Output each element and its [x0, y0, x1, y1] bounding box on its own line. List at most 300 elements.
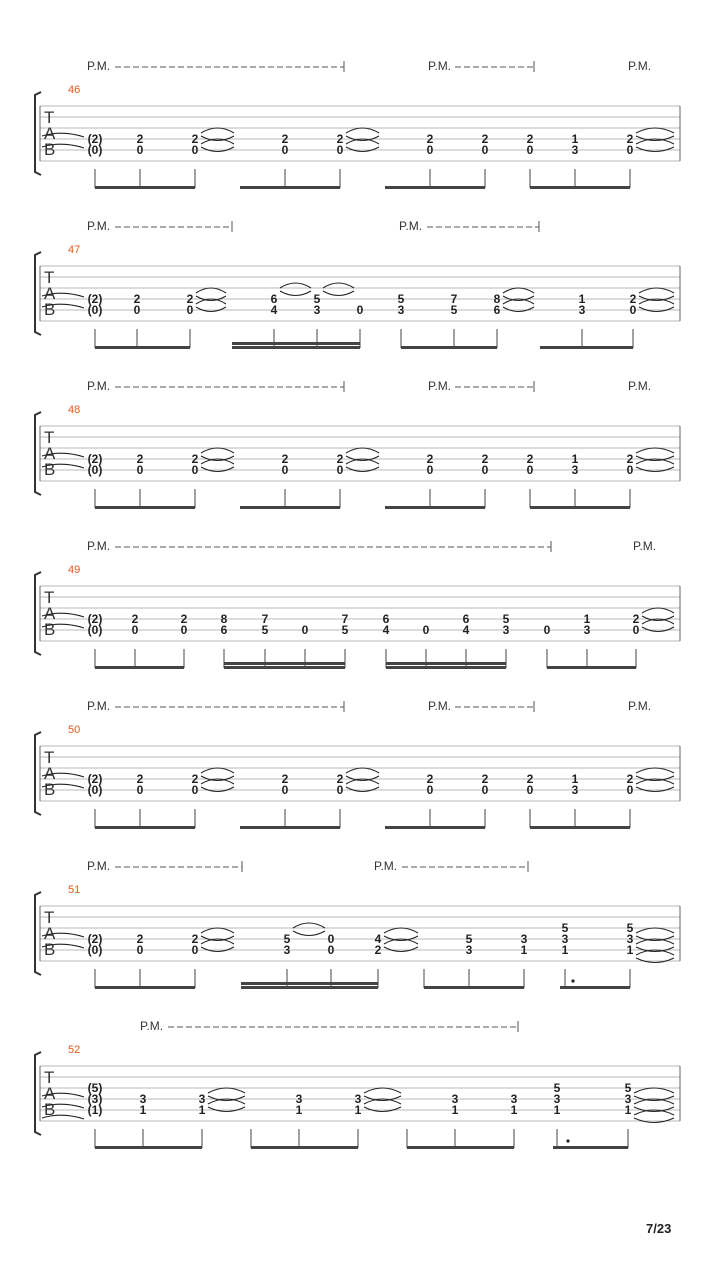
tie-curve: [201, 776, 234, 781]
note-beam: [241, 982, 378, 985]
fret-number: 0: [481, 463, 489, 477]
page-number: 7/23: [646, 1221, 672, 1236]
fret-number: 2: [336, 772, 344, 786]
fret-number: 0: [626, 143, 634, 157]
fret-number: 2: [191, 932, 199, 946]
palm-mute-label: P.M.: [87, 539, 111, 553]
fret-number: (2): [87, 292, 103, 306]
note-beam: [385, 506, 485, 509]
tie-curve: [208, 1088, 245, 1093]
tie-curve: [196, 307, 226, 312]
tie-curve: [636, 779, 674, 784]
fret-number: 0: [191, 783, 199, 797]
note-beam: [95, 346, 190, 349]
fret-number: 0: [281, 783, 289, 797]
measure-number: 48: [68, 404, 81, 416]
fret-number: 1: [626, 943, 634, 957]
tie-curve: [208, 1099, 245, 1104]
fret-number: 2: [136, 932, 144, 946]
tie-curve: [201, 448, 234, 453]
note-beam: [241, 986, 378, 989]
fret-number: 5: [397, 292, 405, 306]
tie-curve: [201, 128, 234, 133]
measure-number: 46: [68, 84, 81, 96]
tie-curve: [196, 288, 226, 293]
tie-curve: [636, 456, 674, 461]
tie-curve: [346, 459, 379, 464]
tie-curve: [636, 928, 674, 933]
fret-number: 5: [553, 1081, 561, 1095]
fret-number: 0: [632, 623, 640, 637]
fret-number: 2: [626, 132, 634, 146]
tab-clef-letter-b: B: [44, 940, 56, 959]
fret-number: 1: [451, 1103, 459, 1117]
fret-number: 0: [327, 932, 335, 946]
fret-number: 2: [481, 772, 489, 786]
fret-number: 2: [336, 452, 344, 466]
fret-number: 2: [281, 772, 289, 786]
fret-number: 3: [583, 623, 591, 637]
tie-curve: [384, 928, 418, 933]
fret-number: 0: [426, 143, 434, 157]
fret-number: 2: [133, 292, 141, 306]
measure-number: 50: [68, 724, 81, 736]
tie-curve: [280, 283, 311, 288]
note-beam: [385, 186, 485, 189]
palm-mute-label: P.M.: [399, 219, 423, 233]
fret-number: 2: [180, 612, 188, 626]
fret-number: (0): [87, 943, 103, 957]
palm-mute-label: P.M.: [374, 859, 398, 873]
note-beam: [547, 666, 636, 669]
fret-number: (0): [87, 463, 103, 477]
fret-number: 3: [397, 303, 405, 317]
tie-curve: [384, 936, 418, 941]
tab-clef-letter-t: T: [44, 428, 55, 447]
fret-number: 1: [198, 1103, 206, 1117]
fret-number: (0): [87, 143, 103, 157]
tie-curve: [642, 627, 674, 632]
tie-curve: [201, 779, 234, 784]
fret-number: 7: [341, 612, 349, 626]
palm-mute-label: P.M.: [87, 379, 111, 393]
tie-curve: [201, 467, 234, 472]
tie-curve: [201, 459, 234, 464]
tie-curve: [346, 448, 379, 453]
note-beam: [232, 346, 360, 349]
note-beam: [232, 342, 360, 345]
fret-number: 2: [626, 772, 634, 786]
fret-number: 5: [283, 932, 291, 946]
fret-number: 1: [295, 1103, 303, 1117]
tie-curve: [323, 291, 354, 296]
tie-curve: [636, 136, 674, 141]
fret-number: 3: [295, 1092, 303, 1106]
fret-number: 1: [583, 612, 591, 626]
tie-curve: [346, 456, 379, 461]
tie-curve: [196, 299, 226, 304]
note-beam: [95, 506, 195, 509]
fret-number: 0: [301, 623, 309, 637]
fret-number: 3: [465, 943, 473, 957]
tie-curve: [201, 936, 234, 941]
tie-curve: [634, 1110, 674, 1115]
tie-curve: [642, 616, 674, 621]
fret-number: 5: [465, 932, 473, 946]
fret-number: 0: [481, 143, 489, 157]
note-beam: [407, 1146, 514, 1149]
fret-number: 3: [561, 932, 569, 946]
tie-curve: [636, 776, 674, 781]
fret-number: 1: [553, 1103, 561, 1117]
palm-mute-label: P.M.: [87, 699, 111, 713]
fret-number: 0: [336, 143, 344, 157]
fret-number: 0: [336, 783, 344, 797]
fret-number: 0: [426, 463, 434, 477]
fret-number: 3: [283, 943, 291, 957]
tie-curve: [636, 147, 674, 152]
tie-curve: [364, 1096, 401, 1101]
fret-number: 0: [629, 303, 637, 317]
tab-clef-letter-a: A: [44, 284, 56, 303]
fret-number: 0: [526, 463, 534, 477]
palm-mute-label: P.M.: [628, 699, 652, 713]
measure-number: 52: [68, 1044, 81, 1056]
fret-number: 2: [191, 772, 199, 786]
fret-number: 4: [382, 623, 390, 637]
fret-number: 4: [462, 623, 470, 637]
tie-curve: [346, 776, 379, 781]
fret-number: 0: [136, 463, 144, 477]
tie-curve: [636, 947, 674, 952]
fret-number: 0: [191, 143, 199, 157]
tie-curve: [636, 448, 674, 453]
fret-number: 3: [553, 1092, 561, 1106]
tie-curve: [364, 1088, 401, 1093]
tab-clef-letter-a: A: [44, 764, 56, 783]
fret-number: 1: [520, 943, 528, 957]
palm-mute-label: P.M.: [87, 59, 111, 73]
fret-number: 5: [502, 612, 510, 626]
tie-curve: [636, 768, 674, 773]
fret-number: 2: [191, 452, 199, 466]
tab-clef-letter-a: A: [44, 924, 56, 943]
fret-number: 3: [571, 143, 579, 157]
tie-curve: [201, 768, 234, 773]
fret-number: 0: [136, 143, 144, 157]
fret-number: (2): [87, 612, 103, 626]
tie-curve: [201, 136, 234, 141]
fret-number: 0: [526, 143, 534, 157]
fret-number: 1: [624, 1103, 632, 1117]
tie-curve: [364, 1099, 401, 1104]
fret-number: 3: [139, 1092, 147, 1106]
note-beam: [386, 666, 506, 669]
fret-number: 0: [131, 623, 139, 637]
note-beam: [401, 346, 497, 349]
note-beam: [95, 986, 195, 989]
rhythm-dot: [571, 979, 574, 982]
tie-curve: [642, 608, 674, 613]
fret-number: 5: [626, 921, 634, 935]
fret-number: 0: [136, 783, 144, 797]
tie-curve: [201, 787, 234, 792]
fret-number: (0): [87, 303, 103, 317]
palm-mute-label: P.M.: [428, 59, 452, 73]
fret-number: 2: [131, 612, 139, 626]
fret-number: 5: [624, 1081, 632, 1095]
tie-curve: [293, 923, 325, 928]
tie-curve: [639, 296, 674, 301]
tab-clef-letter-b: B: [44, 140, 56, 159]
fret-number: 3: [510, 1092, 518, 1106]
fret-number: 3: [198, 1092, 206, 1106]
fret-number: 2: [281, 452, 289, 466]
tab-clef-letter-t: T: [44, 908, 55, 927]
fret-number: (0): [87, 623, 103, 637]
fret-number: 2: [626, 452, 634, 466]
fret-number: 0: [186, 303, 194, 317]
tie-curve: [201, 139, 234, 144]
note-beam: [224, 662, 345, 665]
fret-number: 0: [481, 783, 489, 797]
tie-curve: [346, 147, 379, 152]
tie-curve: [346, 768, 379, 773]
fret-number: (2): [87, 132, 103, 146]
tab-clef-letter-a: A: [44, 124, 56, 143]
tab-clef-letter-a: A: [44, 444, 56, 463]
fret-number: 6: [382, 612, 390, 626]
tab-clef-letter-b: B: [44, 780, 56, 799]
palm-mute-label: P.M.: [628, 379, 652, 393]
fret-number: (2): [87, 452, 103, 466]
tab-clef-letter-b: B: [44, 300, 56, 319]
tie-curve: [201, 939, 234, 944]
fret-number: 4: [374, 932, 382, 946]
tie-curve: [503, 296, 534, 301]
palm-mute-label: P.M.: [140, 1019, 164, 1033]
fret-number: 0: [426, 783, 434, 797]
tie-curve: [201, 947, 234, 952]
tie-curve: [503, 299, 534, 304]
tie-curve: [503, 307, 534, 312]
fret-number: 4: [270, 303, 278, 317]
measure-number: 51: [68, 884, 81, 896]
fret-number: 8: [493, 292, 501, 306]
fret-number: 6: [220, 623, 228, 637]
note-beam: [530, 186, 630, 189]
fret-number: 6: [270, 292, 278, 306]
tie-curve: [323, 283, 354, 288]
fret-number: 0: [626, 783, 634, 797]
fret-number: 1: [354, 1103, 362, 1117]
fret-number: 2: [481, 132, 489, 146]
fret-number: 3: [624, 1092, 632, 1106]
fret-number: 0: [281, 143, 289, 157]
fret-number: (3): [87, 1092, 103, 1106]
fret-number: 1: [578, 292, 586, 306]
fret-number: 5: [341, 623, 349, 637]
tie-curve: [636, 939, 674, 944]
fret-number: 1: [139, 1103, 147, 1117]
tie-curve: [346, 787, 379, 792]
palm-mute-label: P.M.: [87, 219, 111, 233]
tie-curve: [346, 136, 379, 141]
tie-curve: [639, 288, 674, 293]
fret-number: 2: [136, 452, 144, 466]
fret-number: 2: [481, 452, 489, 466]
fret-number: 1: [571, 772, 579, 786]
tie-curve: [346, 139, 379, 144]
note-beam: [386, 662, 506, 665]
tab-clef-letter-t: T: [44, 1068, 55, 1087]
note-beam: [424, 986, 524, 989]
note-beam: [540, 346, 633, 349]
note-beam: [251, 1146, 358, 1149]
fret-number: 2: [426, 132, 434, 146]
fret-number: 6: [462, 612, 470, 626]
fret-number: 2: [336, 132, 344, 146]
fret-number: 2: [632, 612, 640, 626]
fret-number: 5: [561, 921, 569, 935]
fret-number: (2): [87, 772, 103, 786]
fret-number: 2: [281, 132, 289, 146]
tab-clef-letter-b: B: [44, 1100, 56, 1119]
tie-curve: [636, 936, 674, 941]
palm-mute-label: P.M.: [628, 59, 652, 73]
fret-number: (1): [87, 1103, 103, 1117]
tie-curve: [196, 296, 226, 301]
tie-curve: [636, 950, 674, 955]
tie-curve: [384, 939, 418, 944]
measure-number: 49: [68, 564, 81, 576]
palm-mute-label: P.M.: [428, 379, 452, 393]
palm-mute-label: P.M.: [633, 539, 657, 553]
fret-number: 2: [426, 452, 434, 466]
fret-number: 5: [450, 303, 458, 317]
tab-clef-letter-b: B: [44, 460, 56, 479]
fret-number: 7: [261, 612, 269, 626]
fret-number: 2: [629, 292, 637, 306]
tie-curve: [384, 947, 418, 952]
tab-clef-letter-a: A: [44, 1084, 56, 1103]
tie-curve: [634, 1088, 674, 1093]
tie-curve: [503, 288, 534, 293]
fret-number: 0: [543, 623, 551, 637]
fret-number: 0: [526, 783, 534, 797]
fret-number: 0: [180, 623, 188, 637]
fret-number: 2: [526, 772, 534, 786]
fret-number: 0: [191, 463, 199, 477]
tie-curve: [639, 307, 674, 312]
fret-number: 6: [493, 303, 501, 317]
fret-number: 2: [191, 132, 199, 146]
tab-clef-letter-t: T: [44, 748, 55, 767]
note-beam: [224, 666, 345, 669]
fret-number: 1: [510, 1103, 518, 1117]
tie-curve: [636, 958, 674, 963]
tab-clef-letter-b: B: [44, 620, 56, 639]
fret-number: 0: [626, 463, 634, 477]
fret-number: (2): [87, 932, 103, 946]
tie-curve: [280, 291, 311, 296]
tie-curve: [636, 459, 674, 464]
tie-curve: [364, 1107, 401, 1112]
tab-clef-letter-t: T: [44, 588, 55, 607]
tie-curve: [293, 931, 325, 936]
fret-number: 1: [561, 943, 569, 957]
fret-number: 0: [327, 943, 335, 957]
tie-curve: [634, 1099, 674, 1104]
fret-number: 0: [281, 463, 289, 477]
note-beam: [95, 666, 184, 669]
fret-number: 7: [450, 292, 458, 306]
fret-number: 2: [526, 132, 534, 146]
rhythm-dot: [566, 1139, 569, 1142]
fret-number: 3: [578, 303, 586, 317]
measure-number: 47: [68, 244, 81, 256]
fret-number: 5: [313, 292, 321, 306]
note-beam: [95, 826, 195, 829]
palm-mute-label: P.M.: [87, 859, 111, 873]
tie-curve: [642, 619, 674, 624]
fret-number: 2: [526, 452, 534, 466]
fret-number: 0: [191, 943, 199, 957]
fret-number: 2: [426, 772, 434, 786]
tie-curve: [346, 128, 379, 133]
fret-number: 3: [571, 783, 579, 797]
note-beam: [385, 826, 485, 829]
fret-number: 3: [520, 932, 528, 946]
fret-number: 2: [374, 943, 382, 957]
tie-curve: [201, 456, 234, 461]
note-beam: [240, 506, 340, 509]
fret-number: 0: [422, 623, 430, 637]
fret-number: 0: [336, 463, 344, 477]
fret-number: 0: [356, 303, 364, 317]
tie-curve: [634, 1107, 674, 1112]
fret-number: 2: [136, 772, 144, 786]
fret-number: 5: [261, 623, 269, 637]
tie-curve: [208, 1096, 245, 1101]
note-beam: [240, 826, 340, 829]
tie-curve: [634, 1118, 674, 1123]
note-beam: [95, 186, 195, 189]
fret-number: 1: [571, 452, 579, 466]
fret-number: 8: [220, 612, 228, 626]
fret-number: (0): [87, 783, 103, 797]
fret-number: 3: [626, 932, 634, 946]
tie-curve: [208, 1107, 245, 1112]
fret-number: 2: [136, 132, 144, 146]
tie-curve: [636, 139, 674, 144]
tie-curve: [346, 467, 379, 472]
fret-number: 3: [571, 463, 579, 477]
tie-curve: [636, 467, 674, 472]
tie-curve: [634, 1096, 674, 1101]
fret-number: 0: [133, 303, 141, 317]
fret-number: 3: [313, 303, 321, 317]
note-beam: [530, 506, 630, 509]
tie-curve: [639, 299, 674, 304]
note-beam: [530, 826, 630, 829]
tab-clef-letter-t: T: [44, 268, 55, 287]
fret-number: 0: [136, 943, 144, 957]
tie-curve: [201, 928, 234, 933]
tie-curve: [201, 147, 234, 152]
tab-clef-letter-a: A: [44, 604, 56, 623]
tie-curve: [636, 128, 674, 133]
